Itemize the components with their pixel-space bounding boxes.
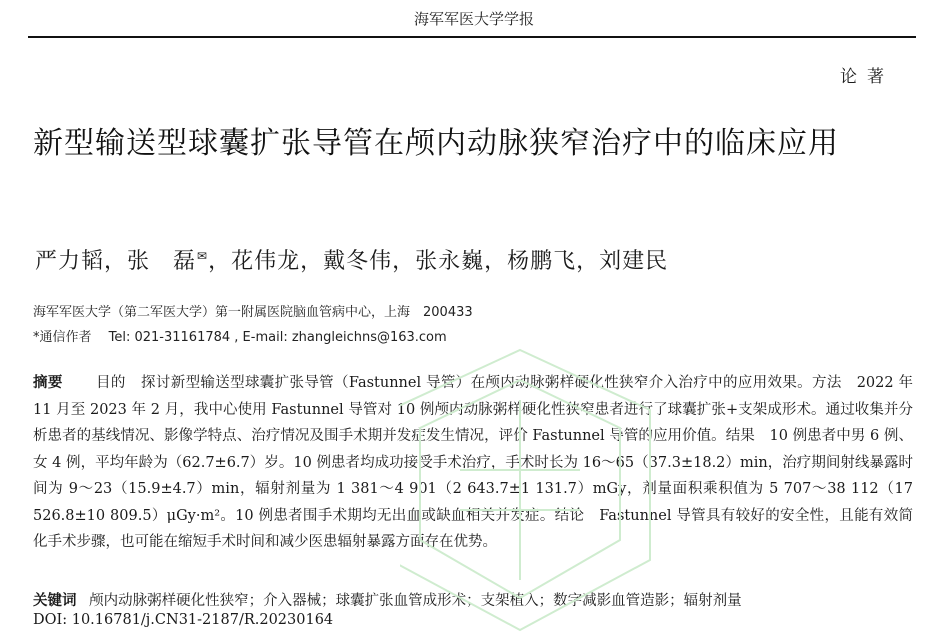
author-yan: 严力韬， (35, 249, 128, 274)
doi-link[interactable]: DOI: 10.16781/j.CN31-2187/R.20230164 (33, 612, 334, 628)
methods-label: 方法 (812, 375, 842, 391)
correspondence-info: *通信作者 Tel: 021-31161784 , E-mail: zhangleichns@163.com (33, 330, 447, 345)
conclusion-text: Fastunnel 导管具有较好的安全性，且能有效简化手术步骤，也可能在缩短手术时间和减少医患辐射暴露方面存在优势。 (33, 507, 913, 550)
article-title: 新型输送型球囊扩张导管在颅内动脉狭窄治疗中的临床应用 (33, 126, 839, 161)
keywords-label: 关键词 (33, 592, 77, 609)
results-text: 10 例患者中男 6 例、女 4 例，平均年龄为（62.7±6.7）岁。10 例患者均成功接受手术治疗，手术时长为 16～65（37.3±18.2）min，治疗期间射线暴露时间为 9～23（15.9±4.7）min，辐射剂量为 1 381～4 901（2 643.7±1 131.7）mGy，剂量面积乘积值为 5 707～38 112（17 526.8±10 809.5）μGy·m²。10 例患者围手术期均无出血或缺血相关并发症。 (33, 428, 913, 524)
journal-header: 海军军医大学学报 (413, 10, 534, 28)
results-label: 结果 (725, 428, 755, 444)
author-others: ，花伟龙，戴冬伟，张永巍，杨鹏飞，刘建民 (208, 249, 669, 274)
abstract (33, 370, 913, 556)
author-list (35, 244, 668, 275)
keywords (33, 589, 742, 610)
envelope-icon: ✉ (197, 248, 209, 263)
objective-label: 目的 (95, 375, 126, 391)
author-zhang-corresponding: 张 磊 (127, 249, 197, 274)
abstract-label: 摘要 (33, 374, 63, 391)
methods-text: 2022 年 11 月至 2023 年 2 月，我中心使用 Fastunnel 导管对 10 例颅内动脉粥样硬化性狭窄患者进行了球囊扩张+支架成形术。通过收集并分析患者的基线情况、影像学特点、治疗情况及围手术期并发症发生情况，评价 Fastunnel 导管的应用价值。 (33, 375, 914, 444)
article-type-label: 论著 (840, 67, 894, 87)
keywords-text: 颅内动脉粥样硬化性狭窄；介入器械；球囊扩张血管成形术；支架植入；数字减影血管造影；辐射剂量 (89, 593, 742, 609)
affiliation: 海军军医大学（第二军医大学）第一附属医院脑血管病中心，上海 200433 (33, 305, 473, 320)
conclusion-label: 结论 (554, 507, 585, 524)
objective-text: 探讨新型输送型球囊扩张导管（Fastunnel 导管）在颅内动脉粥样硬化性狭窄介入治疗中的应用效果。 (140, 375, 813, 391)
header-divider (28, 36, 916, 38)
